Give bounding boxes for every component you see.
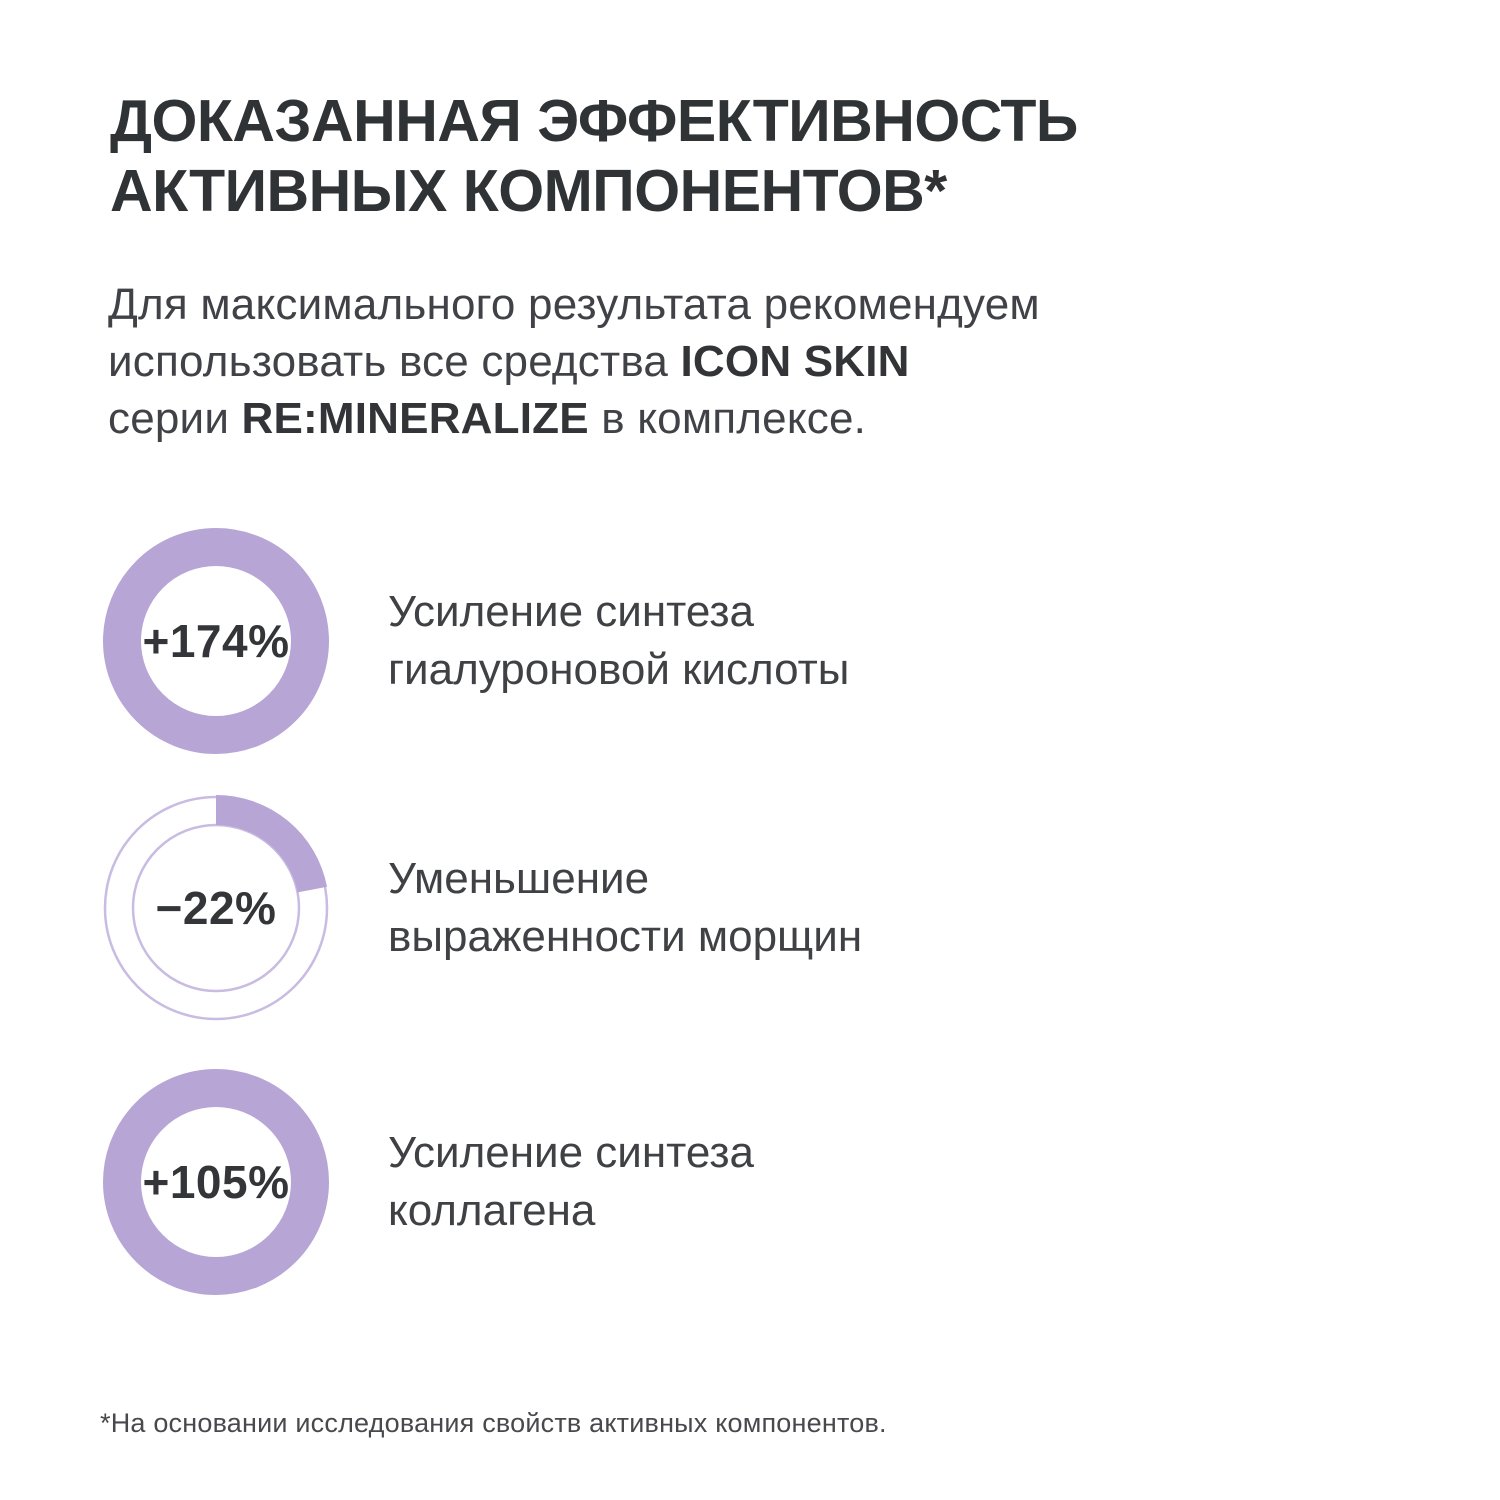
stat-row-collagen: [103, 1069, 754, 1295]
subtitle-text: в комплексе.: [588, 394, 867, 443]
brand-name-text: RE:MINERALIZE: [241, 394, 589, 443]
stat-description-line2: коллагена: [388, 1186, 596, 1235]
stat-description: [388, 850, 862, 966]
brand-name-text: ICON SKIN: [680, 337, 910, 386]
page-title: [110, 86, 1078, 226]
subtitle-text: Для максимального результата рекомендуем: [108, 280, 1040, 329]
stat-value: +105%: [142, 1156, 290, 1208]
stat-row-wrinkles: [103, 795, 862, 1021]
stat-description-line1: Уменьшение: [388, 854, 650, 903]
subtitle-line: [108, 333, 1040, 390]
donut-chart-wrinkles: [103, 795, 329, 1021]
subtitle-text: использовать все средства: [108, 337, 681, 386]
stat-description: [388, 1124, 754, 1240]
stat-description-line1: Усиление синтеза: [388, 1128, 754, 1177]
stat-value: −22%: [155, 882, 277, 934]
stat-value: +174%: [142, 615, 290, 667]
subtitle-line: [108, 276, 1040, 333]
stat-description-line2: выраженности морщин: [388, 912, 863, 961]
subtitle-text: серии: [108, 394, 242, 443]
stat-description-line1: Усиление синтеза: [388, 587, 754, 636]
footnote: *На основании исследования свойств активных компонентов.: [100, 1408, 887, 1438]
donut-chart-collagen: [103, 1069, 329, 1295]
stat-description: [388, 583, 849, 699]
page-title-line2: АКТИВНЫХ КОМПОНЕНТОВ*: [110, 158, 947, 224]
page-title-line1: ДОКАЗАННАЯ ЭФФЕКТИВНОСТЬ: [110, 88, 1078, 154]
stat-row-hyaluronic: [103, 528, 849, 754]
donut-chart-hyaluronic: [103, 528, 329, 754]
stat-description-line2: гиалуроновой кислоты: [388, 645, 850, 694]
subtitle: [108, 276, 1040, 447]
subtitle-line: [108, 390, 1040, 447]
